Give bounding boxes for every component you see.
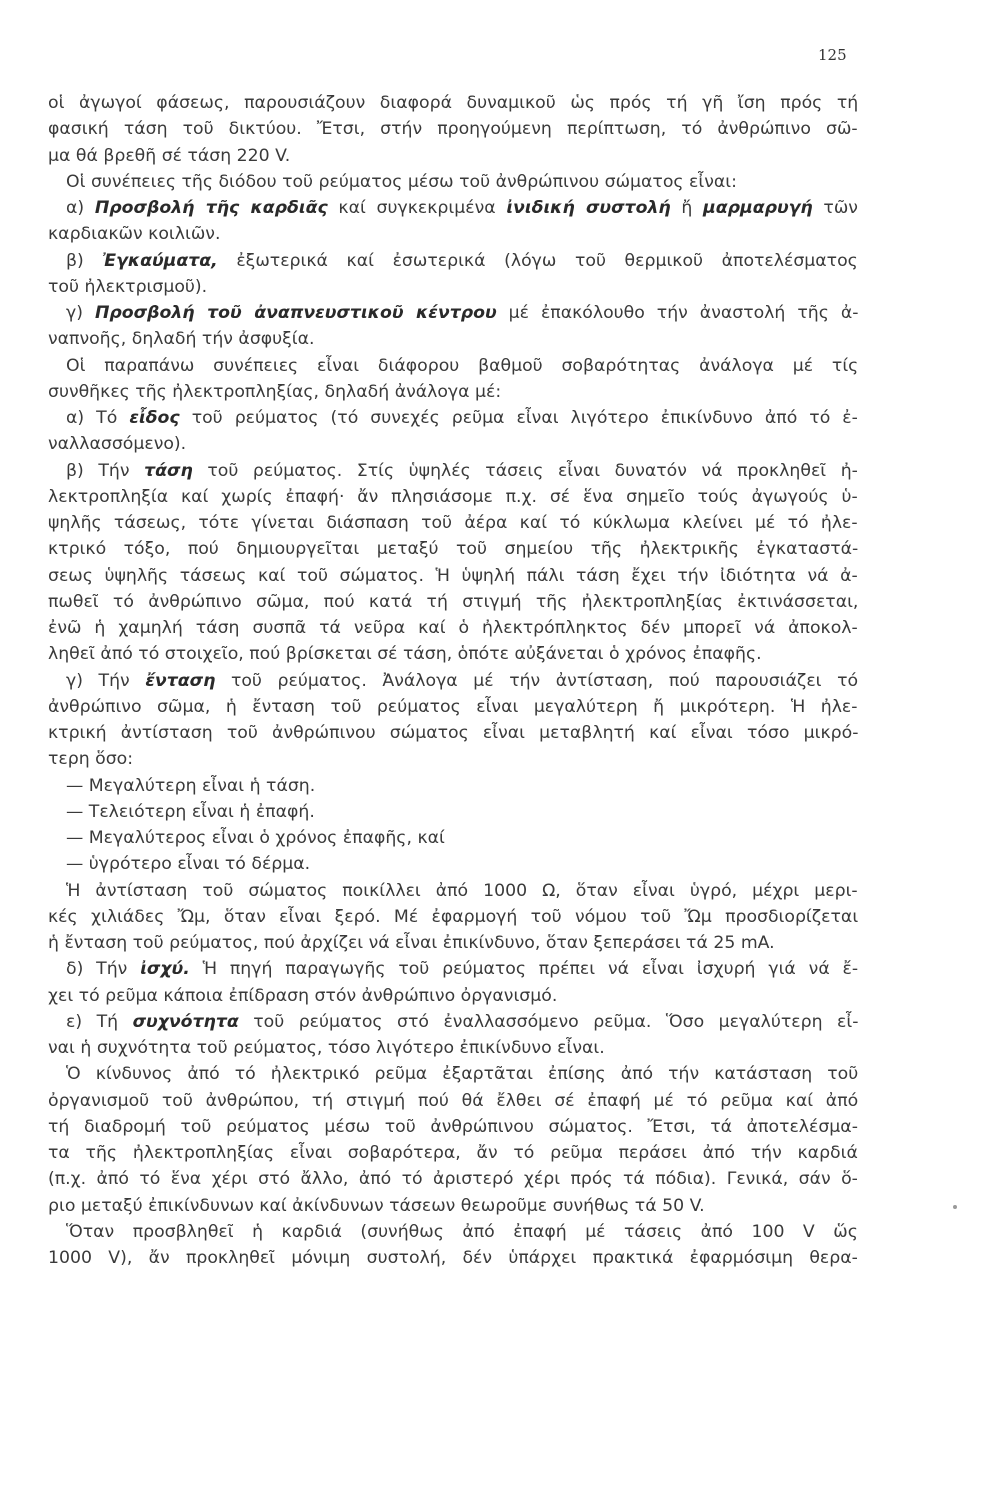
text-line: — Τελειότερη εἶναι ἡ ἐπαφή. xyxy=(66,801,315,822)
text-line: ψηλῆς τάσεως, τότε γίνεται διάσπαση τοῦ ἀέρα καί τό κύκλωμα κλείνει μέ τό ἠλε- xyxy=(48,513,858,533)
text-line: συνθῆκες τῆς ἠλεκτροπληξίας, δηλαδή ἀνάλογα μέ: xyxy=(48,381,502,402)
text-line: ναλλασσόμενο). xyxy=(48,434,187,455)
text-run: α) Τό xyxy=(66,408,130,428)
text-run: τοῦ ρεύματος (τό συνεχές ρεῦμα εἶναι λιγότερο ἐπικίνδυνο ἀπό τό ἐ- xyxy=(179,408,858,428)
text-line: φασική τάση τοῦ δικτύου. Ἔτσι, στήν προηγούμενη περίπτωση, τό ἀνθρώπινο σῶ- xyxy=(48,119,858,140)
text-line xyxy=(48,956,858,982)
text-run: γ) xyxy=(66,303,95,323)
text-line xyxy=(48,668,858,694)
text-line xyxy=(48,458,858,484)
text-run: καί συγκεκριμένα xyxy=(327,198,507,218)
text-line: σεως ὑψηλῆς τάσεως καί τοῦ σώματος. Ἡ ὑψηλή πάλι τάση ἔχει τήν ἰδιότητα νά ἀ- xyxy=(48,565,858,586)
emphasis-term: τάση xyxy=(144,460,193,481)
emphasis-term: Ἐγκαύματα, xyxy=(102,250,218,271)
text-run: ε) Τή xyxy=(66,1011,133,1032)
emphasis-term: ἔνταση xyxy=(145,670,216,691)
speck-mark xyxy=(953,1205,957,1209)
text-line: κτρική ἀντίσταση τοῦ ἀνθρώπινου σώματος εἶναι μεταβλητή καί εἶναι τόσο μικρό- xyxy=(48,723,859,743)
text-line: (π.χ. ἀπό τό ἕνα χέρι στό ἄλλο, ἀπό τό ἀριστερό χέρι πρός τά πόδια). Γενικά, σάν ὅ- xyxy=(48,1169,858,1190)
text-line: ριο μεταξύ ἐπικίνδυνων καί ἀκίνδυνων τάσεων θεωροῦμε συνήθως τά 50 V. xyxy=(48,1195,705,1216)
emphasis-term: συχνότητα xyxy=(132,1011,239,1032)
text-line: κτρικό τόξο, πού δημιουργεῖται μεταξύ τοῦ σημείου τῆς ἠλεκτρικῆς ἐγκαταστά- xyxy=(48,539,859,560)
text-line: Ὁ κίνδυνος ἀπό τό ἠλεκτρικό ρεῦμα ἐξαρτᾶται ἐπίσης ἀπό τήν κατάσταση τοῦ xyxy=(66,1064,859,1085)
text-line xyxy=(48,248,858,274)
text-line: — Μεγαλύτερη εἶναι ἡ τάση. xyxy=(66,775,316,796)
text-run: Ἡ πηγή παραγωγῆς τοῦ ρεύματος πρέπει νά εἶναι ἰσχυρή γιά νά ἔ- xyxy=(189,959,859,980)
text-run: τοῦ ρεύματος. Ἀνάλογα μέ τήν ἀντίσταση, πού παρουσιάζει τό xyxy=(215,670,859,691)
text-run: τῶν xyxy=(812,198,858,218)
emphasis-term: εἶδος xyxy=(129,408,180,428)
text-line: πωθεῖ τό ἀνθρώπινο σῶμα, πού κατά τή στιγμή τῆς ἠλεκτροπληξίας ἐκτινάσσεται, xyxy=(48,591,859,612)
text-line: χει τό ρεῦμα κάποια ἐπίδραση στόν ἀνθρώπινο ὀργανισμό. xyxy=(48,985,558,1006)
text-line: Ὅταν προσβληθεῖ ἡ καρδιά (συνήθως ἀπό ἐπαφή μέ τάσεις ἀπό 100 V ὥς xyxy=(66,1221,858,1242)
text-line: κές χιλιάδες Ὤμ, ὅταν εἶναι ξερό. Μέ ἐφαρμογή τοῦ νόμου τοῦ Ὤμ προσδιορίζεται xyxy=(48,906,859,927)
page-number: 125 xyxy=(818,46,847,64)
text-run: α) xyxy=(66,198,95,218)
text-line: ναπνοῆς, δηλαδή τήν ἀσφυξία. xyxy=(48,329,315,350)
text-line: οἱ ἀγωγοί φάσεως, παρουσιάζουν διαφορά δυναμικοῦ ὡς πρός τή γῆ ἴση πρός τή xyxy=(48,93,859,113)
text-run: δ) Τήν xyxy=(66,959,141,980)
text-line xyxy=(48,1009,858,1035)
emphasis-term: Προσβολή τῆς καρδιᾶς xyxy=(94,198,328,218)
text-line xyxy=(48,405,858,431)
text-run: μέ ἐπακόλουθο τήν ἀναστολή τῆς ἀ- xyxy=(496,303,859,323)
text-line: ἐνῶ ἡ χαμηλή τάση συσπᾶ τά νεῦρα καί ὁ ἠλεκτρόπληκτος δέν μπορεῖ νά ἀποκολ- xyxy=(48,618,858,638)
text-run: ἤ xyxy=(670,198,704,218)
text-run: τοῦ ρεύματος στό ἐναλλασσόμενο ρεῦμα. Ὅσο μεγαλύτερη εἶ- xyxy=(238,1011,859,1032)
text-line: Ἡ ἀντίσταση τοῦ σώματος ποικίλλει ἀπό 1000 Ω, ὅταν εἶναι ὑγρό, μέχρι μερι- xyxy=(66,880,858,901)
text-line: — ὑγρότερο εἶναι τό δέρμα. xyxy=(66,854,311,875)
text-run: β) Τήν xyxy=(66,460,145,481)
emphasis-term: ἰσχύ. xyxy=(140,959,190,980)
text-line: ὀργανισμοῦ τοῦ ἀνθρώπου, τή στιγμή πού θά ἔλθει σέ ἐπαφή μέ τό ρεῦμα καί ἀπό xyxy=(48,1090,859,1111)
text-line: τα τῆς ἠλεκτροπληξίας εἶναι σοβαρότερα, ἄν τό ρεῦμα περάσει ἀπό τήν καρδιά xyxy=(48,1143,858,1163)
text-run: ἐξωτερικά καί ἐσωτερικά (λόγω τοῦ θερμικοῦ ἀποτελέσματος xyxy=(217,250,858,271)
text-line: τή διαδρομή τοῦ ρεύματος μέσω τοῦ ἀνθρώπινου σώματος. Ἔτσι, τά ἀποτελέσμα- xyxy=(48,1116,858,1137)
text-line: Οἱ παραπάνω συνέπειες εἶναι διάφορου βαθμοῦ σοβαρότητας ἀνάλογα μέ τίς xyxy=(66,355,859,376)
text-line: καρδιακῶν κοιλιῶν. xyxy=(48,224,221,245)
text-line: τοῦ ἠλεκτρισμοῦ). xyxy=(48,276,208,297)
text-line: ληθεῖ ἀπό τό στοιχεῖο, πού βρίσκεται σέ τάση, ὁπότε αὐξάνεται ὁ χρόνος ἐπαφῆς. xyxy=(48,644,762,665)
text-line xyxy=(48,300,858,326)
text-line: λεκτροπληξία καί χωρίς ἐπαφή· ἄν πλησιάσομε π.χ. σέ ἕνα σημεῖο τούς ἀγωγούς ὑ- xyxy=(48,486,858,507)
text-run: γ) Τήν xyxy=(66,670,146,691)
emphasis-term: ἰνιδική συστολή xyxy=(506,198,671,218)
text-run: τοῦ ρεύματος. Στίς ὑψηλές τάσεις εἶναι δυνατόν νά προκληθεῖ ἠ- xyxy=(192,460,858,481)
text-line: 1000 V), ἄν προκληθεῖ μόνιμη συστολή, δέν ὑπάρχει πρακτικά ἐφαρμόσιμη θερα- xyxy=(48,1248,858,1268)
text-run: β) xyxy=(66,250,103,271)
text-line: μα θά βρεθῆ σέ τάση 220 V. xyxy=(48,145,291,166)
text-line: τερη ὅσο: xyxy=(48,749,134,770)
text-line: ἡ ἔνταση τοῦ ρεύματος, πού ἀρχίζει νά εἶναι ἐπικίνδυνο, ὅταν ξεπεράσει τά 25 mA. xyxy=(48,933,775,953)
text-line: — Μεγαλύτερος εἶναι ὁ χρόνος ἐπαφῆς, καί xyxy=(66,828,445,848)
emphasis-term: Προσβολή τοῦ ἀναπνευστικοῦ κέντρου xyxy=(94,303,497,323)
body-text xyxy=(48,90,858,1271)
emphasis-term: μαρμαρυγή xyxy=(703,198,813,218)
text-line: Οἱ συνέπειες τῆς διόδου τοῦ ρεύματος μέσω τοῦ ἀνθρώπινου σώματος εἶναι: xyxy=(66,171,737,192)
text-line: ναι ἡ συχνότητα τοῦ ρεύματος, τόσο λιγότερο ἐπικίνδυνο εἶναι. xyxy=(48,1038,605,1058)
text-line: ἀνθρώπινο σῶμα, ἡ ἔνταση τοῦ ρεύματος εἶναι μεγαλύτερη ἤ μικρότερη. Ἡ ἠλε- xyxy=(48,696,858,717)
text-line xyxy=(48,195,858,221)
